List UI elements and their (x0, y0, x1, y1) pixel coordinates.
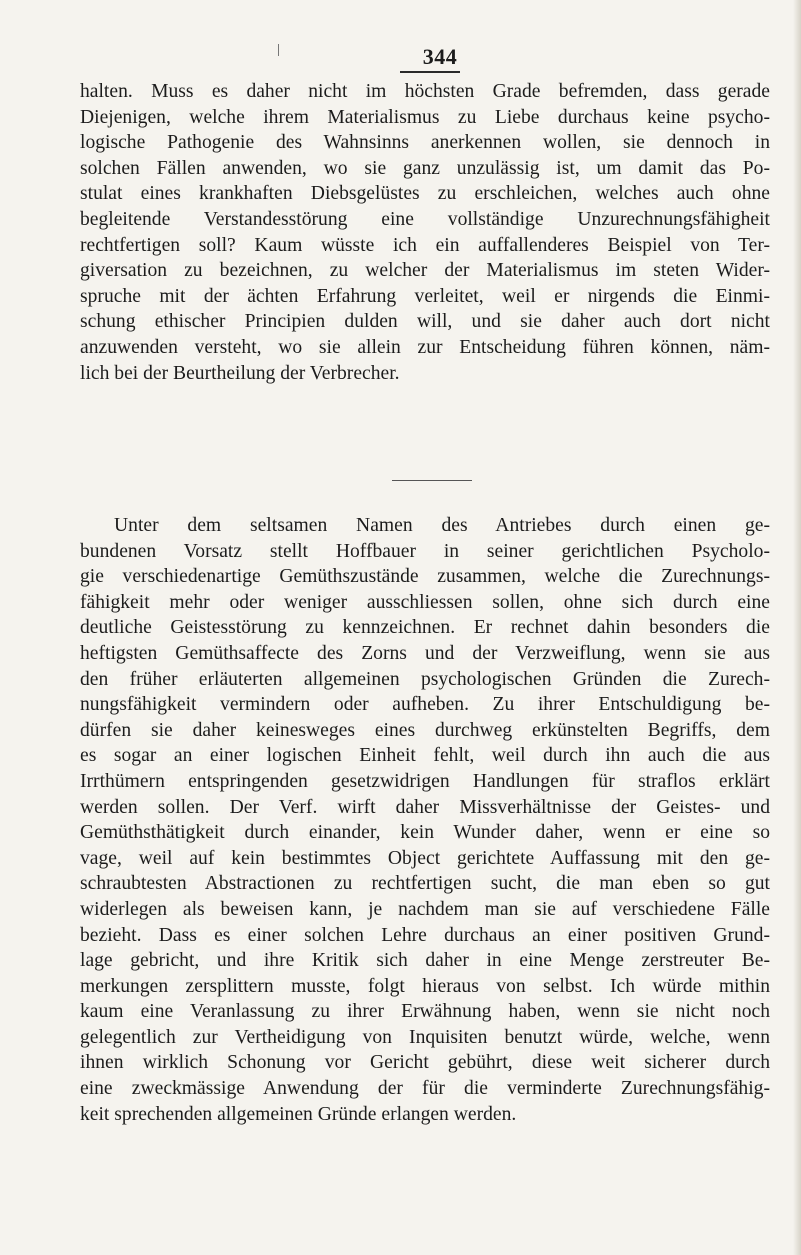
text-line: es sogar an einer logischen Einheit fehlt, weil durch ihn auch die aus (80, 745, 770, 767)
text-line: eine zweckmässige Anwendung der für die verminderte Zurechnungsfähig- (80, 1078, 770, 1100)
text-line: gie verschiedenartige Gemüthszustände zusammen, welche die Zurechnungs- (80, 566, 770, 588)
page-number-rule (400, 71, 460, 73)
text-line: vage, weil auf kein bestimmtes Object gerichtete Auffassung mit den ge- (80, 847, 770, 869)
text-line: Diejenigen, welche ihrem Materialismus zu Liebe durchaus keine psycho- (80, 106, 770, 128)
section-divider (392, 480, 472, 481)
text-line: schraubtesten Abstractionen zu rechtfertigen sucht, die man eben so gut (80, 873, 770, 895)
text-line: gelegentlich zur Vertheidigung von Inquisiten benutzt würde, welche, wenn (80, 1026, 770, 1048)
text-line: giversation zu bezeichnen, zu welcher der Materialismus im steten Wider- (80, 260, 770, 282)
text-line: rechtfertigen soll? Kaum wüsste ich ein auffallenderes Beispiel von Ter- (80, 234, 770, 256)
text-line: merkungen zersplittern musste, folgt hieraus von selbst. Ich würde mithin (80, 975, 770, 997)
text-line: lage gebricht, und ihre Kritik sich daher in eine Menge zerstreuter Be- (80, 950, 770, 972)
text-line: spruche mit der ächten Erfahrung verleitet, weil er nirgends die Einmi- (80, 285, 770, 307)
page-number: 344 (422, 44, 458, 69)
text-line: kaum eine Veranlassung zu ihrer Erwähnung haben, wenn sie nicht noch (80, 1001, 770, 1023)
text-line: Gemüthsthätigkeit durch einander, kein Wunder daher, wenn er eine so (80, 822, 770, 844)
text-line: Unter dem seltsamen Namen des Antriebes durch einen ge- (114, 515, 770, 536)
text-line: begleitende Verstandesstörung eine vollständige Unzurechnungsfähigheit (80, 208, 770, 230)
paragraph-1 (80, 79, 770, 386)
text-line: dürfen sie daher keinesweges eines durchweg erkünstelten Begriffs, dem (80, 719, 770, 741)
text-line: Irrthümern entspringenden gesetzwidrigen Handlungen für straflos erklärt (80, 770, 770, 792)
text-line: lich bei der Beurtheilung der Verbrecher. (80, 362, 400, 384)
text-line: ihnen wirklich Schonung vor Gericht gebührt, diese weit sicherer durch (80, 1052, 770, 1074)
text-line: heftigsten Gemüthsaffecte des Zorns und der Verzweiflung, wenn sie aus (80, 642, 770, 664)
text-line: anzuwenden versteht, wo sie allein zur Entscheidung führen können, näm- (80, 336, 770, 358)
text-line: halten. Muss es daher nicht im höchsten Grade befremden, dass gerade (80, 81, 770, 102)
print-mark (278, 44, 279, 56)
text-line: stulat eines krankhaften Diebsgelüstes zu erschleichen, welches auch ohne (80, 183, 770, 205)
paragraph-2 (80, 513, 770, 1127)
text-line: logische Pathogenie des Wahnsinns anerkennen wollen, sie dennoch in (80, 132, 770, 154)
text-line: keit sprechenden allgemeinen Gründe erlangen werden. (80, 1103, 517, 1125)
text-line: fähigkeit mehr oder weniger ausschliessen sollen, ohne sich durch eine (80, 591, 770, 613)
text-line: nungsfähigkeit vermindern oder aufheben. Zu ihrer Entschuldigung be- (80, 694, 770, 716)
text-line: deutliche Geistesstörung zu kennzeichnen. Er rechnet dahin besonders die (80, 617, 770, 639)
text-line: widerlegen als beweisen kann, je nachdem man sie auf verschiedene Fälle (80, 898, 770, 920)
text-line: den früher erläuterten allgemeinen psychologischen Gründen die Zurech- (80, 668, 770, 690)
page-edge-shadow (793, 0, 801, 1255)
text-line: bezieht. Dass es einer solchen Lehre durchaus an einer positiven Grund- (80, 924, 770, 946)
text-line: werden sollen. Der Verf. wirft daher Missverhältnisse der Geistes- und (80, 796, 770, 818)
text-line: schung ethischer Principien dulden will, und sie daher auch dort nicht (80, 311, 770, 333)
text-line: solchen Fällen anwenden, wo sie ganz unzulässig ist, um damit das Po- (80, 157, 770, 179)
text-line: bundenen Vorsatz stellt Hoffbauer in seiner gerichtlichen Psycholo- (80, 540, 770, 562)
